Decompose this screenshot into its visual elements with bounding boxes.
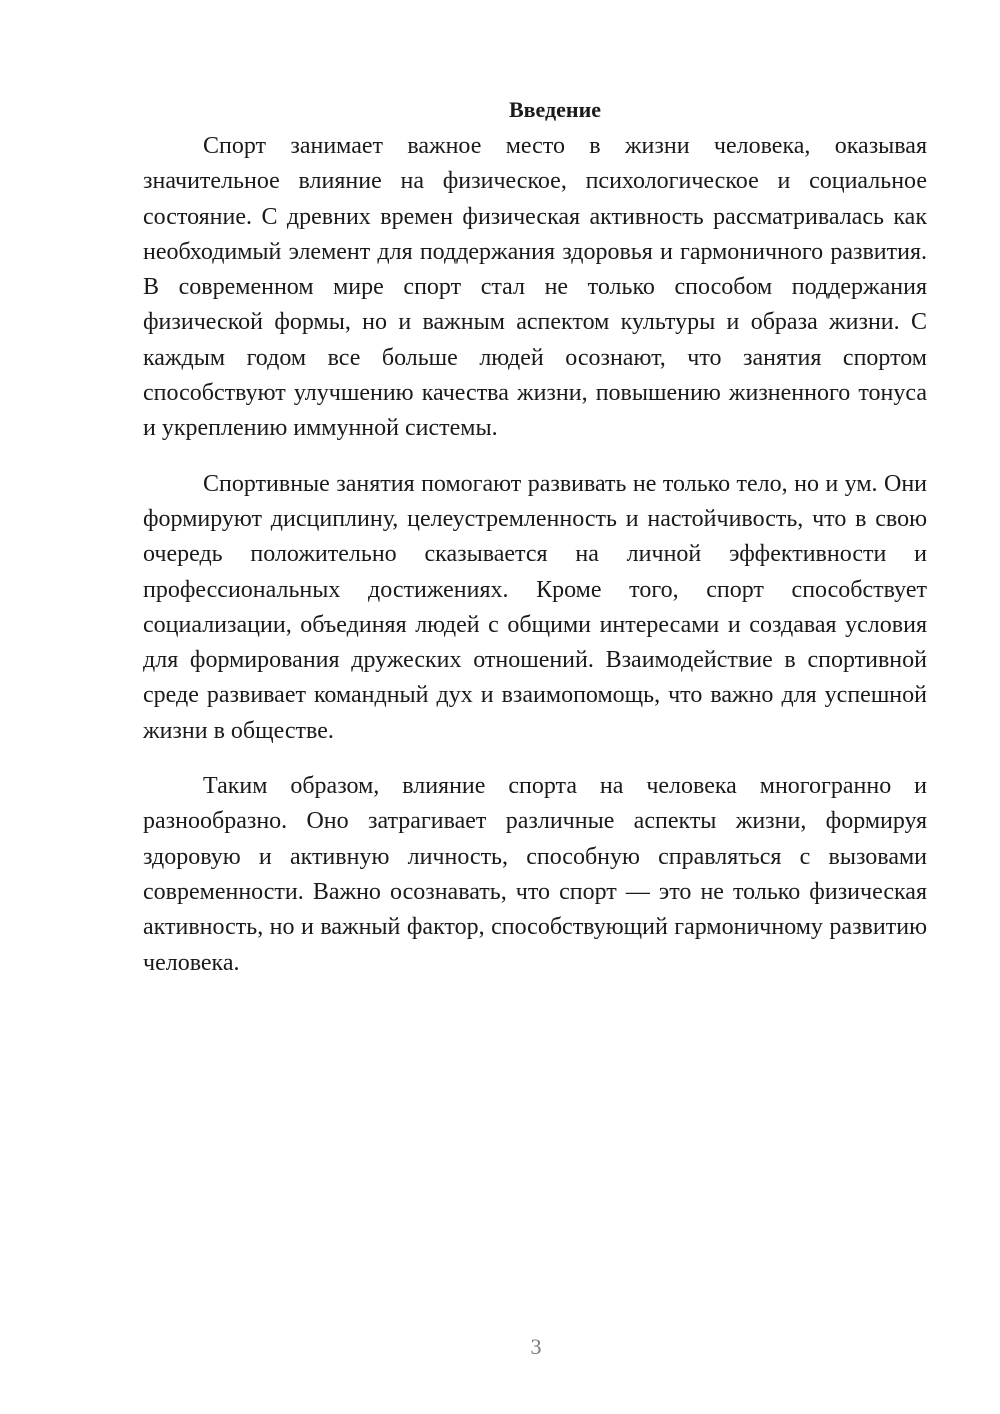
paragraph-3: Таким образом, влияние спорта на человека многогранно и разнообразно. Оно затрагивает различные аспекты жизни, формируя здоровую и активную личность, способную справляться с вызовами современности. Важно осознавать, что спорт — это не только физическая активность, но и важный фактор, способствующий гармоничному развитию человека. [143, 773, 927, 976]
page-content [143, 92, 927, 981]
section-heading: Введение [508, 97, 602, 122]
paragraph-1: Спорт занимает важное место в жизни человека, оказывая значительное влияние на физическое, психологическое и социальное состояние. С древних времен физическая активность рассматривалась как необходимый элемент для поддержания здоровья и гармоничного развития. В современном мире спорт стал не только способом поддержания физической формы, но и важным аспектом культуры и образа жизни. С каждым годом все больше людей осознают, что занятия спортом способствуют улучшению качества жизни, повышению жизненного тонуса и укреплению иммунной системы. [143, 133, 927, 442]
paragraph-2: Спортивные занятия помогают развивать не только тело, но и ум. Они формируют дисциплину, целеустремленность и настойчивость, что в свою очередь положительно сказывается на личной эффективности и профессиональных достижениях. Кроме того, спорт способствует социализации, объединяя людей с общими интересами и создавая условия для формирования дружеских отношений. Взаимодействие в спортивной среде развивает командный дух и взаимопомощь, что важно для успешной жизни в обществе. [143, 470, 927, 744]
page-number: 3 [530, 1334, 542, 1359]
